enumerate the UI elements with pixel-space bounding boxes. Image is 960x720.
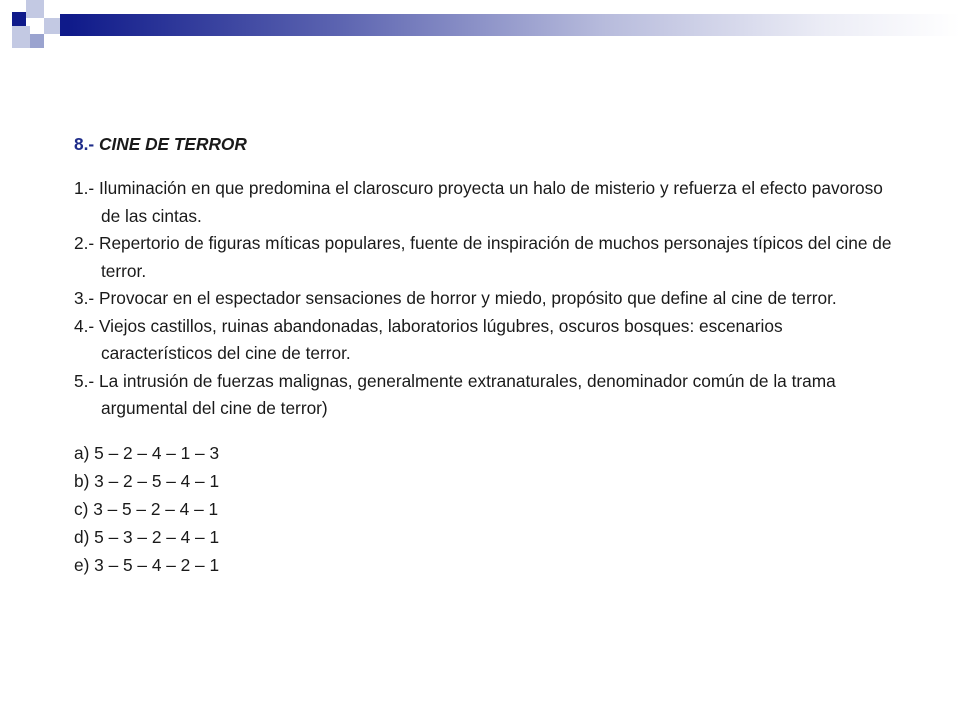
- statement-list: [74, 175, 894, 423]
- header-decoration-square: [26, 0, 44, 18]
- question-title: [74, 131, 894, 159]
- answer-option-d: d) 5 – 3 – 2 – 4 – 1: [74, 526, 220, 547]
- header-decoration-square: [12, 26, 30, 48]
- answer-option-b: b) 3 – 2 – 5 – 4 – 1: [74, 470, 220, 491]
- statement-item: 4.- Viejos castillos, ruinas abandonadas, laboratorios lúgubres, oscuros bosques: escenarios característicos del cine de terror.: [74, 315, 783, 363]
- header-decoration-square: [12, 12, 26, 26]
- answer-options: [74, 440, 894, 580]
- question-topic: CINE DE TERROR: [98, 134, 247, 154]
- header-gradient-bar: [68, 14, 960, 36]
- header-decoration-square: [44, 18, 60, 34]
- answer-option-c: c) 3 – 5 – 2 – 4 – 1: [74, 498, 219, 519]
- statement-item: 3.- Provocar en el espectador sensaciones de horror y miedo, propósito que define al cine de terror.: [74, 288, 837, 308]
- statement-item: 5.- La intrusión de fuerzas malignas, generalmente extranaturales, denominador común de la trama argumental del cine de terror): [74, 370, 836, 418]
- answer-option-e: e) 3 – 5 – 4 – 2 – 1: [74, 554, 220, 575]
- header-decoration-square: [30, 34, 44, 48]
- statement-item: 2.- Repertorio de figuras míticas populares, fuente de inspiración de muchos personajes típicos del cine de terror.: [74, 233, 892, 281]
- statement-item: 1.- Iluminación en que predomina el claroscuro proyecta un halo de misterio y refuerza el efecto pavoroso de las cintas.: [74, 178, 883, 226]
- question-number: 8.-: [74, 134, 95, 154]
- slide-content: [74, 131, 894, 580]
- answer-option-a: a) 5 – 2 – 4 – 1 – 3: [74, 442, 220, 463]
